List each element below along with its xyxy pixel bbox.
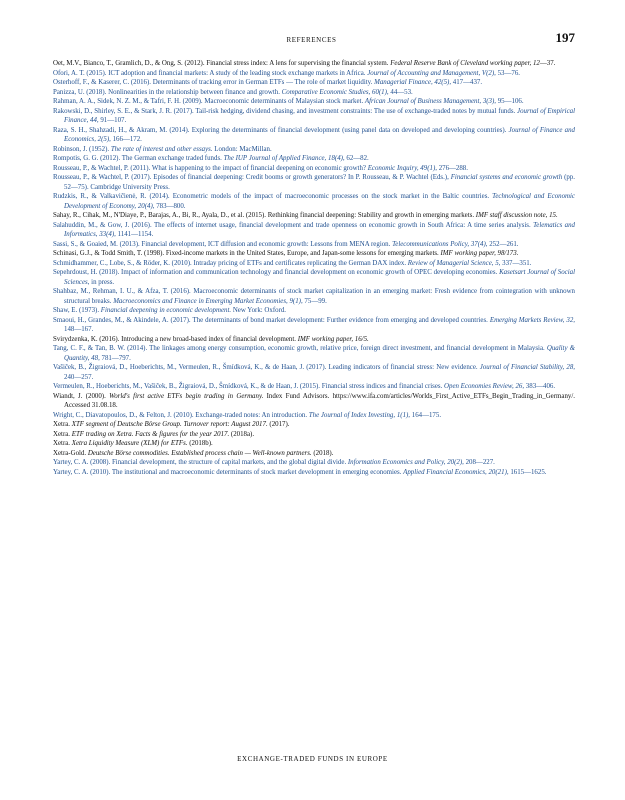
reference-text: Wiandt, J. (2000). bbox=[53, 392, 110, 400]
reference-list bbox=[53, 59, 575, 477]
reference-source: ETF trading on Xetra. Facts & figures for the year 2017. bbox=[71, 430, 230, 438]
reference-details: 62—82. bbox=[344, 155, 369, 162]
reference-details: 783—800. bbox=[154, 202, 186, 210]
reference-source: Journal of Finance and Economics, 2(5), bbox=[64, 126, 575, 143]
reference-details: 164—175. bbox=[410, 411, 442, 419]
reference-source: IMF working paper, 98/173. bbox=[440, 250, 519, 257]
reference-source: The IUP Journal of Applied Finance, 18(4), bbox=[223, 155, 345, 162]
reference-text: Svirydzenka, K. (2016). Introducing a new broad-based index of financial development. bbox=[53, 335, 298, 343]
reference-text: Vašiček, B., Žigraiová, D., Hoeberichts, M., Vermeulen, R., Šmídková, K., & de Haan, J. (2017). Leading indicators of financial stress: New evidence. bbox=[53, 364, 480, 371]
reference-entry[interactable] bbox=[53, 259, 575, 269]
reference-text: Rahman, A. A., Sidek, N. Z. M., & Tafri, F. H. (2009). Macroeconomic determinants of Malaysian stock market. bbox=[53, 98, 365, 105]
reference-entry[interactable] bbox=[53, 363, 575, 382]
reference-text: Osterhoff, F., & Kaserer, C. (2016). Determinants of tracking error in German ETFs — The role of market liquidity. bbox=[53, 79, 375, 86]
reference-text: Shahbaz, M., Rehman, I. U., & Afza, T. (2016). Macroeconomic determinants of stock market capitalization in an emerging market: Fresh evidence from cointegration with unknown structural breaks. bbox=[53, 288, 575, 305]
reference-text: Rousseau, P., & Wachtel, P. (2017). Episodes of financial deepening: Credit booms or growth generators? In P. Rousseau, & P. Wachtel (Eds.), bbox=[53, 174, 451, 181]
reference-text: Yartey, C. A. (2010). The institutional and macroeconomic determinants of stock market development in emerging economies. bbox=[53, 468, 404, 476]
reference-text: Rudzkis, R., & Valkavičienė, R. (2014). Econometric models of the impact of macroeconomic processes on the stock market in the Baltic countries. bbox=[53, 193, 493, 200]
reference-entry[interactable] bbox=[53, 458, 575, 468]
reference-source: Review of Managerial Science, 5, bbox=[407, 259, 501, 267]
reference-source: Financial systems and economic growth bbox=[450, 174, 563, 181]
reference-source: Journal of Accounting and Management, V(2), bbox=[367, 69, 496, 77]
reference-source: The Journal of Index Investing, 1(1), bbox=[308, 411, 411, 419]
reference-source: Economic Inquiry, 49(1), bbox=[367, 164, 437, 172]
reference-text: Sassi, S., & Goaied, M. (2013). Financial development, ICT diffusion and economic growth: Lessons from MENA region. bbox=[53, 240, 393, 248]
reference-details: 383—406. bbox=[524, 383, 556, 390]
reference-source: Managerial Finance, 42(5), bbox=[374, 79, 452, 86]
page-number: 197 bbox=[555, 30, 575, 45]
book-title-footer: EXCHANGE-TRADED FUNDS IN EUROPE bbox=[237, 755, 388, 763]
reference-source: Deutsche Börse commodities. Established process chain — Well-known partners. bbox=[87, 449, 312, 457]
reference-details: 208—227. bbox=[463, 459, 495, 466]
reference-details: 252—261. bbox=[487, 240, 519, 248]
reference-entry bbox=[53, 249, 575, 259]
reference-source: Quality & Quantity, 48, bbox=[64, 345, 575, 362]
reference-details: 276—288. bbox=[436, 164, 468, 172]
reference-details: 53—76. bbox=[495, 69, 521, 77]
reference-entry[interactable] bbox=[53, 145, 575, 155]
reference-entry bbox=[53, 439, 575, 449]
reference-entry[interactable] bbox=[53, 287, 575, 306]
reference-details: 148—167. bbox=[64, 326, 94, 333]
reference-source: Federal Reserve Bank of Cleveland working paper, 12 bbox=[390, 60, 540, 67]
reference-entry[interactable] bbox=[53, 468, 575, 478]
reference-text: Raza, S. H., Shahzadi, H., & Akram, M. (2014). Exploring the determinants of financial development (using panel data on developed and developing countries). bbox=[53, 126, 509, 134]
reference-details: 337—351. bbox=[500, 259, 532, 267]
reference-source: Applied Financial Economics, 20(21), bbox=[403, 468, 509, 476]
reference-source: Open Economies Review, 26, bbox=[444, 383, 525, 390]
reference-details: 166—172. bbox=[110, 136, 142, 143]
reference-entry[interactable] bbox=[53, 344, 575, 363]
reference-entry bbox=[53, 335, 575, 345]
reference-text: Sepehrdoust, H. (2018). Impact of information and communication technology and financial development on economic growth of OPEC developing economies. bbox=[53, 269, 500, 276]
reference-details: 95—106. bbox=[496, 98, 524, 105]
reference-source: Information Economics and Policy, 20(2), bbox=[347, 459, 464, 466]
reference-source: Emerging Markets Review, 32, bbox=[489, 316, 575, 324]
reference-source: World's first active ETFs begin trading in Germany. bbox=[109, 392, 264, 400]
reference-source: IMF staff discussion note, 15. bbox=[475, 212, 558, 219]
reference-details: (2017). bbox=[267, 421, 290, 428]
reference-text: Schinasi, G.J., & Todd Smith, T. (1998). Fixed-income markets in the United States, Europe, and Japan-some lessons for emerging markets. bbox=[53, 250, 441, 257]
reference-text: Salahuddin, M., & Gow, J. (2016). The effects of internet usage, financial development and trade openness on economic growth in South Africa: A time series analysis. bbox=[53, 221, 534, 229]
reference-source: IMF working paper, 16/5. bbox=[297, 335, 369, 343]
reference-text: Yartey, C. A. (2008). Financial development, the structure of capital markets, and the global digital divide. bbox=[53, 459, 348, 466]
reference-text: Xetra. bbox=[53, 430, 72, 438]
reference-source: African Journal of Business Management, 3(3), bbox=[364, 98, 497, 105]
reference-entry[interactable] bbox=[53, 69, 575, 79]
reference-entry[interactable] bbox=[53, 173, 575, 192]
reference-entry[interactable] bbox=[53, 240, 575, 250]
reference-source: Journal of Financial Stability, 28, bbox=[479, 364, 576, 371]
reference-details: 1141—1154. bbox=[115, 231, 154, 238]
reference-entry[interactable] bbox=[53, 154, 575, 164]
reference-text: Rousseau, P., & Wachtel, P. (2011). What is happening to the impact of financial deepening on economic growth? bbox=[53, 164, 368, 172]
reference-entry[interactable] bbox=[53, 192, 575, 211]
reference-text: Wright, C., Diavatopoulos, D., & Felton, J. (2010). Exchange-traded notes: An introduction. bbox=[53, 411, 309, 419]
reference-entry bbox=[53, 59, 575, 69]
reference-entry bbox=[53, 211, 575, 221]
reference-text: Tang, C. F., & Tan, B. W. (2014). The linkages among energy consumption, economic growth, relative price, foreign direct investment, and financial development in Malaysia. bbox=[53, 345, 547, 352]
reference-source: Telecommunications Policy, 37(4), bbox=[392, 240, 488, 248]
reference-entry[interactable] bbox=[53, 382, 575, 392]
reference-entry bbox=[53, 430, 575, 440]
reference-details: (2018). bbox=[311, 449, 334, 457]
reference-text: Robinson, J. (1952). bbox=[53, 145, 111, 153]
reference-entry[interactable] bbox=[53, 126, 575, 145]
reference-entry[interactable] bbox=[53, 107, 575, 126]
reference-text: Rakowski, D., Shirley, S. E., & Stark, J. R. (2017). Tail-risk hedging, dividend chasing, and investment constraints: The use of exchange-traded notes by mutual funds. bbox=[53, 107, 518, 115]
reference-text: Smaoui, H., Grandes, M., & Akindele, A. (2017). The determinants of bond market development: Further evidence from emerging and developed countries. bbox=[53, 316, 490, 324]
page-header bbox=[48, 30, 575, 48]
reference-entry[interactable] bbox=[53, 97, 575, 107]
reference-source: XTF segment of Deutsche Börse Group. Turnover report: August 2017. bbox=[71, 421, 268, 428]
reference-details: 44—53. bbox=[388, 88, 413, 96]
reference-details: 417—437. bbox=[451, 79, 483, 86]
reference-text: Oet, M.V., Bianco, T., Gramlich, D., & Ong, S. (2012). Financial stress index: A lens for supervising the financial system. bbox=[53, 60, 391, 67]
reference-text: Xetra. bbox=[53, 421, 72, 428]
reference-text: Schmidhammer, C., Lobe, S., & Röder, K. (2010). Intraday pricing of ETFs and certificates replicating the German DAX index. bbox=[53, 259, 408, 267]
reference-text: Xetra. bbox=[53, 440, 72, 447]
reference-entry[interactable] bbox=[53, 268, 575, 287]
reference-details: (pp. 52—75). Cambridge University Press. bbox=[64, 174, 575, 191]
reference-source: The rate of interest and other essays. bbox=[110, 145, 213, 153]
reference-source: Macroeconomics and Finance in Emerging Market Economies, 9(1), bbox=[113, 297, 303, 305]
reference-text: Ofori, A. T. (2015). ICT adoption and financial markets: A study of the leading stock exchange markets in Africa. bbox=[53, 69, 368, 77]
reference-source: Technological and Economic Development of Economy, 20(4), bbox=[64, 193, 575, 210]
reference-entry[interactable] bbox=[53, 306, 575, 316]
reference-text: Sahay, R., Cihak, M., N'Diaye, P., Barajas, A., Bi, R., Ayala, D., et al. (2015). Rethinking financial deepening: Stability and growth in emerging markets. bbox=[53, 212, 476, 219]
reference-details: 781—797. bbox=[99, 354, 131, 362]
reference-details: 75—99. bbox=[302, 297, 327, 305]
reference-details: 1615—1625. bbox=[508, 468, 547, 476]
reference-entry[interactable] bbox=[53, 88, 575, 98]
reference-entry[interactable] bbox=[53, 221, 575, 240]
reference-entry[interactable] bbox=[53, 78, 575, 88]
reference-details: New York: Oxford. bbox=[231, 307, 287, 314]
reference-details: (2018b). bbox=[187, 440, 213, 447]
reference-details: 91—107. bbox=[98, 117, 127, 124]
reference-details: —37. bbox=[539, 60, 556, 67]
reference-details: (2018a). bbox=[229, 430, 255, 438]
reference-details: Index Fund Advisors. https://www.ifa.com/articles/Worlds_First_Active_ETFs_Begin_Trading_in_Germany/. Accessed 31.08.18. bbox=[64, 392, 575, 409]
reference-source: Telematics and Informatics, 33(4), bbox=[64, 221, 575, 238]
reference-source: Financial deepening in economic development. bbox=[100, 307, 232, 314]
reference-entry[interactable] bbox=[53, 411, 575, 421]
reference-text: Rompotis, G. G. (2012). The German exchange traded funds. bbox=[53, 155, 224, 162]
section-title: REFERENCES bbox=[286, 36, 337, 44]
reference-text: Vermeulen, R., Hoeberichts, M., Vašiček, B., Žigraiová, D., Šmídková, K., & de Haan, J. (2015). Financial stress indices and financial crises. bbox=[53, 383, 445, 390]
reference-entry[interactable] bbox=[53, 164, 575, 174]
reference-text: Panizza, U. (2018). Nonlinearities in the relationship between finance and growth. bbox=[53, 88, 282, 96]
reference-source: Journal of Empirical Finance, 44, bbox=[64, 107, 575, 124]
reference-source: Xetra Liquidity Measure (XLM) for ETFs. bbox=[71, 440, 188, 447]
reference-text: Xetra-Gold. bbox=[53, 449, 88, 457]
reference-details: London: MacMillan. bbox=[212, 145, 272, 153]
reference-details: 240—257. bbox=[64, 373, 94, 381]
reference-details: in press. bbox=[89, 278, 115, 286]
reference-entry[interactable] bbox=[53, 316, 575, 335]
reference-entry bbox=[53, 449, 575, 459]
reference-text: Shaw, E. (1973). bbox=[53, 307, 101, 314]
reference-source: Comparative Economic Studies, 60(1), bbox=[281, 88, 389, 96]
reference-entry bbox=[53, 420, 575, 430]
reference-source: Kasetsart Journal of Social Sciences, bbox=[64, 269, 575, 286]
reference-entry bbox=[53, 392, 575, 411]
